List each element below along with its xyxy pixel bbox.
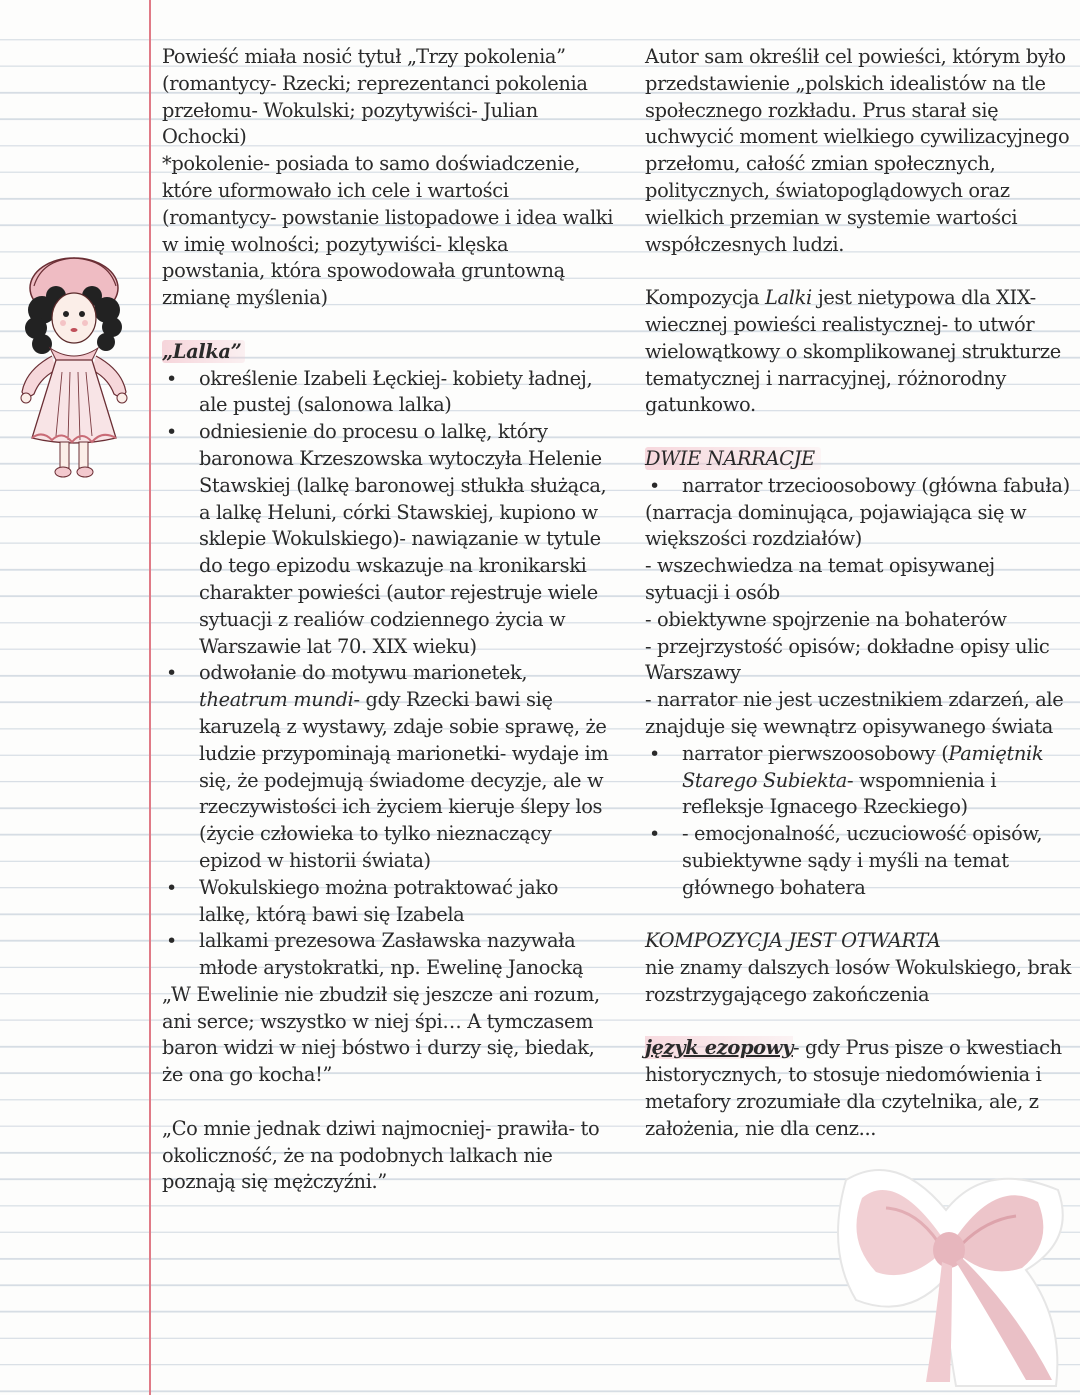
author-goal-paragraph: Autor sam określił cel powieści, którym było przedstawienie „polskich idealistów na tle społecznego rozkładu. Prus starał się uchwycić moment wielkiego cywilizacyjnego przełomu, całość zmian społecznych, politycznych, światopoglądowych oraz wielkich przemian w systemie wartości współczesnych ludzi. [645, 45, 1070, 256]
open-composition-heading: KOMPOZYCJA JEST OTWARTA [645, 929, 941, 953]
list-item: • - emocjonalność, uczuciowość opisów, subiektywne sądy i myśli na temat głównego bohatera [645, 821, 1073, 901]
lalka-heading: „Lalka” [162, 340, 245, 363]
narration-note: - wszechwiedza na temat opisywanej sytuacji i osób [645, 554, 995, 604]
aesop-term: język ezopowy [645, 1036, 793, 1060]
narration-heading: DWIE NARRACJE [645, 447, 821, 470]
narrator-first-list [645, 741, 1073, 902]
narration-note: (narracja dominująca, pojawiająca się w większości rozdziałów) [645, 500, 1027, 551]
aesop-paragraph [645, 1035, 1073, 1142]
composition-text: Kompozycja [645, 286, 766, 310]
list-item: • odniesienie do procesu o lalkę, który baronowa Krzeszowska wytoczyła Helenie Stawskiej (lalkę baronowej stłukła służąca, a lalkę Heluni, córki Stawskiej, kupiono w sklepie Wokulskiego)- nawiązanie w tytule do tego epizodu wskazuje na kronikarski charakter powieści (autor rejestruje wiele sytuacji z realiów codziennego życia w Warszawie lat 70. XIX wieku) [162, 419, 614, 660]
list-item-text: odwołanie do motywu marionetek, [199, 661, 528, 685]
list-item-emphasis: theatrum mundi [199, 688, 354, 712]
list-item [645, 741, 1073, 821]
list-item-emphasis: Pamiętnik Starego Subiekta [682, 741, 1044, 792]
right-column [645, 44, 1073, 1143]
doll-sticker-icon [12, 252, 134, 488]
list-item: • określenie Izabeli Łęckiej- kobiety ładnej, ale pustej (salonowa lalka) [162, 366, 614, 420]
list-item [162, 660, 614, 874]
narrator-third-list [645, 473, 1073, 500]
pink-bow-sticker-icon [826, 1150, 1078, 1392]
left-column [162, 44, 614, 1196]
composition-text: jest nietypowa dla XIX-wiecznej powieści realistycznej- to utwór wielowątkowy o skomplikowanej strukturze tematycznej i narracyjnej, różnorodny gatunkowo. [645, 286, 1061, 417]
generation-note: *pokolenie- posiada to samo doświadczenie, które uformowało ich cele i wartości (romantycy- powstanie listopadowe i idea walki w imię wolności; pozytywiści- klęska powstania, która spowodowała gruntowną zmianę myślenia) [162, 152, 614, 310]
composition-paragraph [645, 285, 1073, 419]
quote-men: „Co mnie jednak dziwi najmocniej- prawiła- to okoliczność, że na podobnych lalkach nie poznają się mężczyźni.” [162, 1116, 600, 1194]
quote-ewelina: „W Ewelinie nie zbudził się jeszcze ani rozum, ani serce; wszystko w niej śpi… A tymczasem baron widzi w niej bóstwo i durzy się, biedak, że ona go kocha!” [162, 982, 600, 1087]
list-item-text: - gdy Rzecki bawi się karuzelą z wystawy, zdaje sobie sprawę, że ludzie przypominają marionetki- wydaje im się, że podejmują świadome decyzje, ale w rzeczywistości ich życiem kieruje ślepy los (życie człowieka to tylko nieznaczący epizod w historii świata) [199, 688, 609, 872]
notebook-margin-line [149, 0, 151, 1395]
composition-title: Lalki [765, 286, 812, 310]
list-item-text: - wspomnienia i refleksje Ignacego Rzeckiego) [682, 768, 997, 819]
list-item: • lalkami prezesowa Zasławska nazywała młode arystokratki, np. Ewelinę Janocką [162, 928, 614, 982]
intro-paragraph: Powieść miała nosić tytuł „Trzy pokolenia” (romantycy- Rzecki; reprezentanci pokolenia przełomu- Wokulski; pozytywiści- Julian Ochocki) [162, 45, 588, 149]
lalka-bullet-list [162, 366, 614, 982]
narration-note: - przejrzystość opisów; dokładne opisy ulic Warszawy [645, 634, 1050, 685]
list-item-text: narrator pierwszoosobowy ( [682, 741, 949, 765]
narration-note: - obiektywne spojrzenie na bohaterów [645, 607, 1007, 631]
list-item: • narrator trzecioosobowy (główna fabuła) [645, 473, 1073, 500]
narration-note: - narrator nie jest uczestnikiem zdarzeń, ale znajduje się wewnątrz opisywanego świata [645, 688, 1064, 738]
open-composition-text: nie znamy dalszych losów Wokulskiego, brak rozstrzygającego zakończenia [645, 956, 1071, 1006]
list-item: • Wokulskiego można potraktować jako lalkę, którą bawi się Izabela [162, 875, 614, 929]
aesop-text: - gdy Prus pisze o kwestiach historycznych, to stosuje niedomówienia i metafory zrozumiałe dla czytelnika, ale, z założenia, nie dla cenz... [645, 1036, 1062, 1140]
